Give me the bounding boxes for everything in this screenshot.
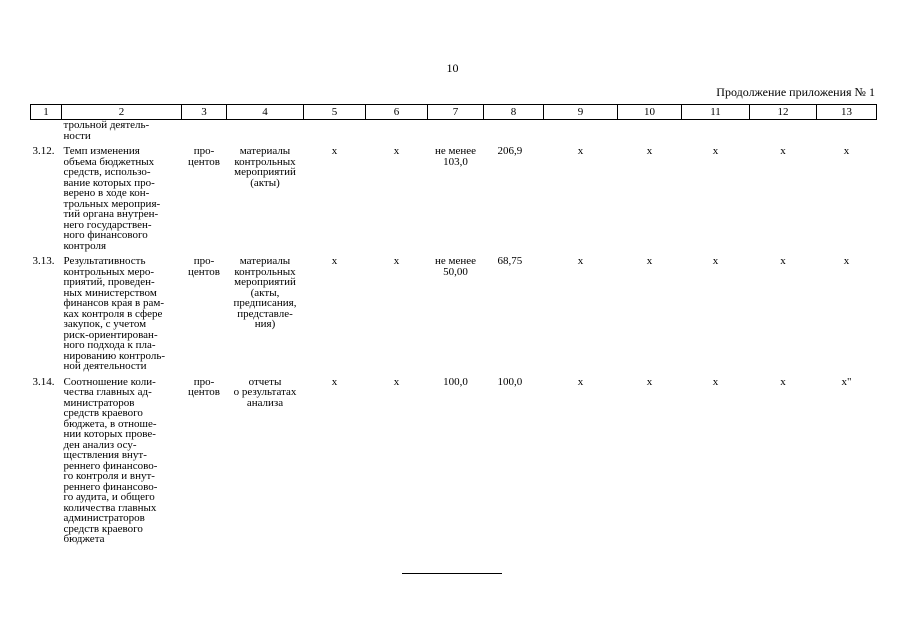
target-cell (428, 146, 484, 256)
end-divider (402, 573, 502, 574)
unit-line: центов (187, 265, 220, 278)
name-line: бюджета (63, 533, 105, 545)
col-header: 12 (750, 105, 817, 120)
value-cell: х (393, 375, 400, 388)
name-line: Соотношение коли- (63, 375, 156, 388)
source-line: (акты) (250, 176, 280, 189)
name-line: риск-ориентирован- (63, 328, 158, 341)
table-row (31, 120, 877, 147)
name-line: реннего финансово- (63, 480, 158, 493)
name-line: ного финансового (63, 229, 148, 241)
col-header: 7 (428, 105, 484, 120)
name-line: го аудита, и общего (63, 491, 155, 503)
table-row (31, 377, 877, 550)
table-row (31, 256, 877, 377)
value-cell (484, 120, 544, 147)
value-cell: х (646, 145, 653, 157)
source-cell (227, 146, 304, 256)
indicator-name (62, 377, 182, 550)
source-line: анализа (246, 396, 284, 409)
value-cell: х" (841, 375, 852, 388)
value-cell (618, 120, 682, 147)
value-cell (428, 120, 484, 147)
row-number: 3.12. (32, 145, 55, 157)
row-number (31, 120, 62, 147)
name-line: контрольных меро- (63, 265, 155, 278)
target-cell (428, 256, 484, 377)
col-header: 1 (31, 105, 62, 120)
value-cell (817, 120, 877, 147)
name-line: нированию контроль- (63, 349, 166, 362)
source-line: отчеты (248, 375, 282, 388)
col-header: 4 (227, 105, 304, 120)
name-line: администраторов (63, 512, 145, 524)
value-cell: х (780, 375, 786, 388)
name-line: средств краевого (63, 407, 143, 419)
col-header: 6 (366, 105, 428, 120)
col-header: 10 (618, 105, 682, 120)
name-line: министраторов (63, 396, 135, 409)
indicator-name (62, 256, 182, 377)
value-cell (682, 120, 750, 147)
continuation-label: Продолжение приложения № 1 (716, 85, 875, 99)
table-row (31, 146, 877, 256)
name-line: ных министерством (63, 286, 157, 299)
name-line: Темп изменения (63, 145, 140, 157)
unit-line: про- (193, 375, 215, 388)
name-line: ности (63, 129, 91, 142)
value-cell: х (646, 255, 653, 267)
name-line: средств краевого (63, 522, 143, 535)
unit-line: про- (193, 145, 215, 157)
value-cell: х (577, 255, 584, 267)
value-cell: х (712, 145, 719, 157)
source-line: мероприятий (234, 276, 296, 288)
name-line: трольной деятель- (63, 119, 150, 131)
name-line: нии которых прове- (63, 428, 156, 440)
value-cell: х (712, 255, 719, 267)
name-line: Результативность (63, 255, 146, 267)
value-cell: х (843, 145, 850, 157)
name-line: ной деятельности (63, 360, 147, 372)
target-line: не менее (434, 255, 476, 267)
col-header: 11 (682, 105, 750, 120)
value-cell: х (331, 255, 338, 267)
source-line: предписания, (233, 297, 297, 309)
source-line: мероприятий (234, 166, 296, 178)
source-cell (227, 377, 304, 550)
value-cell: х (331, 145, 338, 157)
source-line: материалы (239, 255, 291, 267)
value-cell: х (780, 255, 786, 267)
name-line: ден анализ осу- (63, 438, 137, 451)
source-line: контрольных (234, 265, 296, 278)
col-header: 13 (817, 105, 877, 120)
unit-cell (182, 120, 227, 147)
name-line: верено в ходе кон- (63, 187, 150, 199)
name-line: ного подхода к пла- (63, 339, 156, 351)
unit-cell (182, 146, 227, 256)
indicators-table (30, 104, 877, 550)
target-cell (428, 377, 484, 550)
col-header: 5 (304, 105, 366, 120)
name-line: бюджета, в отноше- (63, 417, 157, 430)
col-header: 8 (484, 105, 544, 120)
value-cell: х (577, 375, 584, 388)
name-line: ках контроля в сфере (63, 307, 163, 320)
source-line: ния) (254, 318, 276, 330)
page-number: 10 (446, 61, 459, 75)
unit-line: про- (193, 255, 215, 267)
name-line: количества главных (63, 501, 157, 514)
value-cell: х (712, 375, 719, 388)
value-cell: х (646, 375, 653, 388)
value-cell: х (843, 255, 850, 267)
indicator-name (62, 146, 182, 256)
source-line: (акты, (250, 286, 280, 299)
name-line: трольных мероприя- (63, 197, 161, 210)
name-line: го контроля и внут- (63, 470, 155, 482)
name-line: тий органа внутрен- (63, 208, 159, 220)
name-line: финансов края в рам- (63, 297, 164, 309)
value-cell (304, 120, 366, 147)
value-cell: х (331, 375, 338, 388)
name-line: ществления внут- (63, 449, 147, 461)
source-line: контрольных (234, 155, 296, 168)
name-line: закупок, с учетом (63, 318, 147, 330)
target-line: не менее (434, 145, 476, 157)
name-line: реннего финансово- (63, 459, 158, 472)
unit-line: центов (187, 155, 220, 168)
row-number: 3.14. (32, 375, 55, 388)
value-cell (750, 120, 817, 147)
name-line: вание которых про- (63, 176, 155, 189)
value-cell (544, 120, 618, 147)
col-header: 3 (182, 105, 227, 120)
header-row (31, 105, 877, 120)
name-line: чества главных ад- (63, 386, 152, 398)
source-cell (227, 256, 304, 377)
source-cell (227, 120, 304, 147)
indicator-name (62, 120, 182, 147)
unit-line: центов (187, 386, 220, 398)
value-cell: х (393, 255, 400, 267)
target-line: 100,0 (443, 375, 468, 388)
name-line: объема бюджетных (63, 155, 155, 168)
value-cell: 68,75 (497, 255, 523, 267)
value-cell: х (780, 145, 786, 157)
target-line: 103,0 (443, 155, 468, 168)
unit-cell (182, 377, 227, 550)
source-line: о результатах (233, 386, 297, 398)
source-line: материалы (239, 145, 291, 157)
unit-cell (182, 256, 227, 377)
name-line: него государствен- (63, 218, 152, 231)
source-line: представле- (237, 307, 293, 320)
value-cell: 100,0 (497, 375, 523, 388)
value-cell: х (577, 145, 584, 157)
name-line: приятий, проведен- (63, 276, 155, 288)
col-header: 9 (544, 105, 618, 120)
value-cell: 206,9 (497, 145, 523, 157)
value-cell: х (393, 145, 400, 157)
target-line: 50,00 (443, 265, 468, 278)
row-number: 3.13. (32, 255, 55, 267)
name-line: средств, использо- (63, 166, 151, 178)
col-header: 2 (62, 105, 182, 120)
name-line: контроля (63, 239, 107, 252)
value-cell (366, 120, 428, 147)
